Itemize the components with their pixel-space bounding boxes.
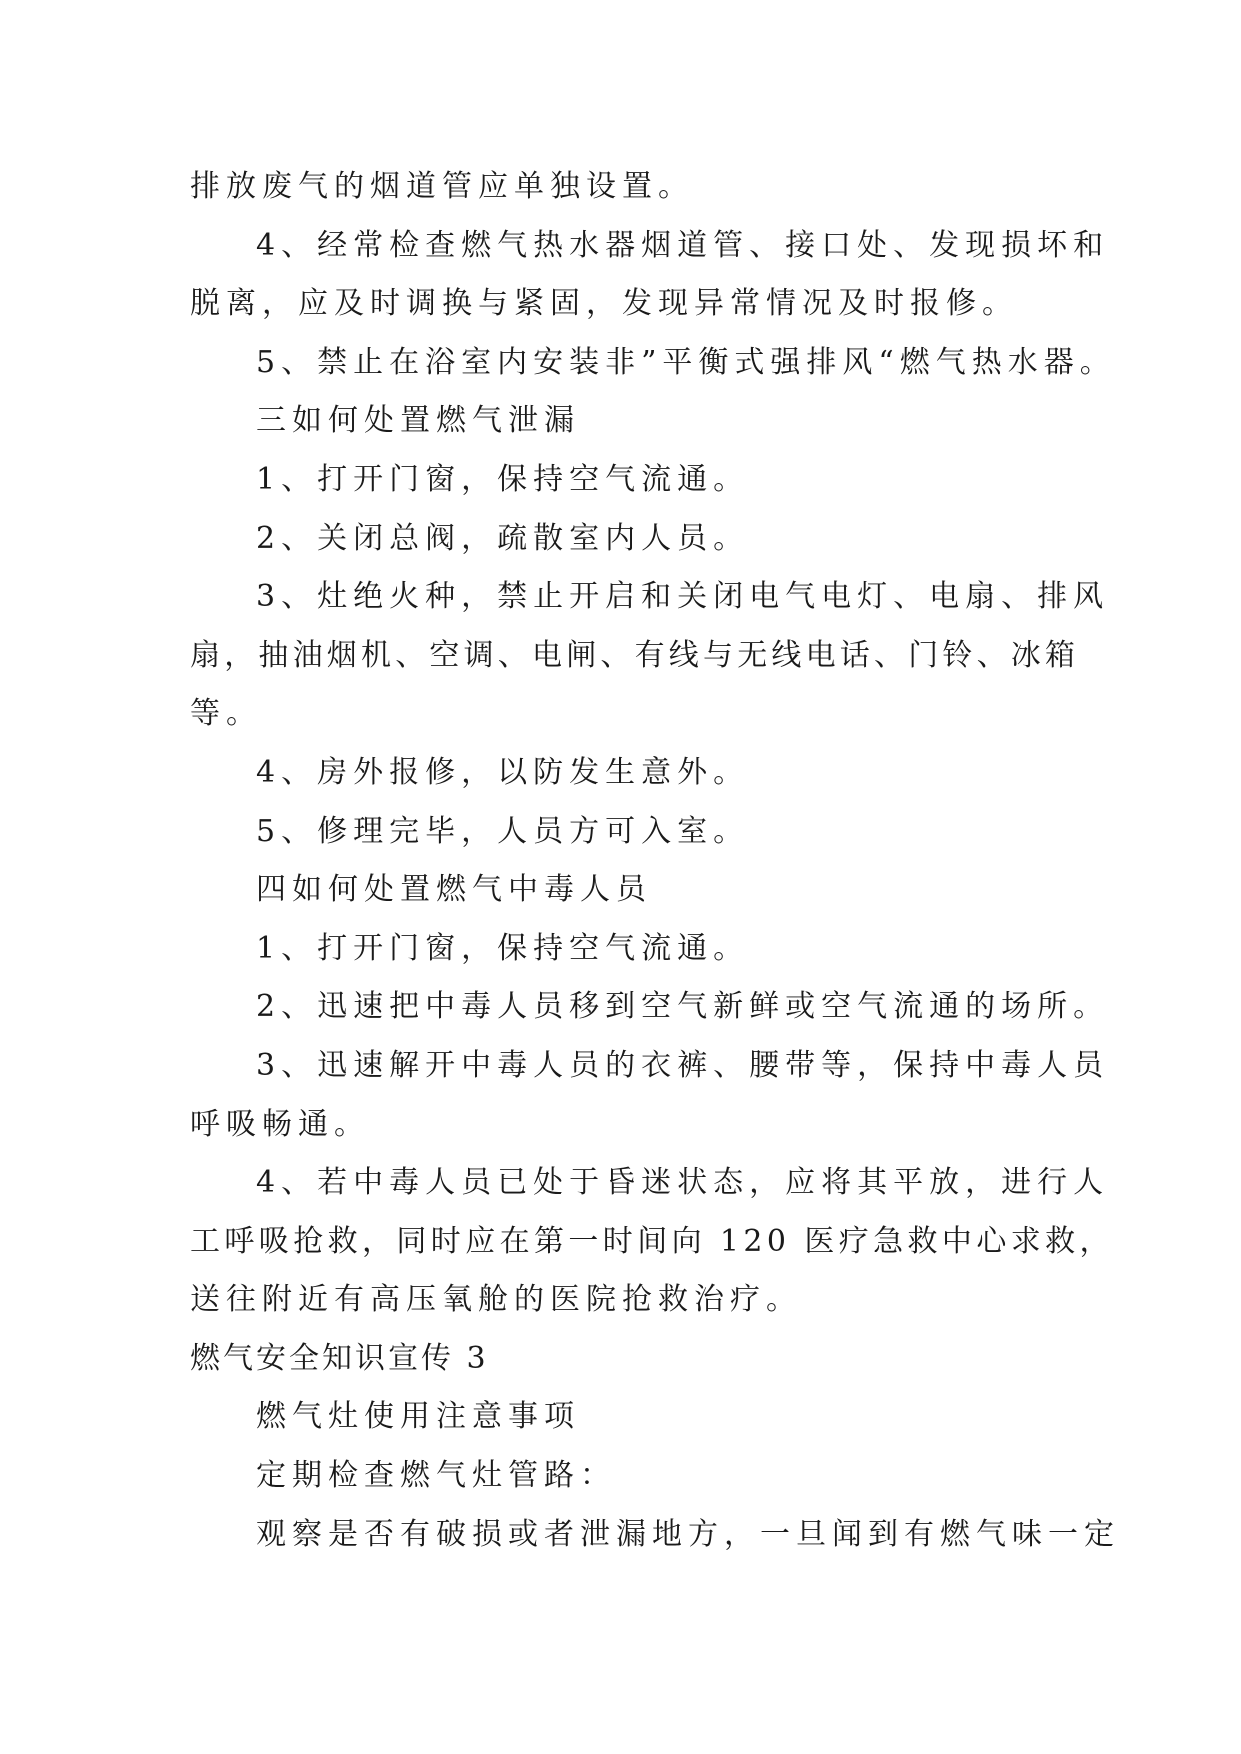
section-heading: 三如何处置燃气泄漏 bbox=[256, 403, 580, 439]
text-line: 5、修理完毕，人员方可入室。 bbox=[256, 813, 750, 849]
text-line: 观察是否有破损或者泄漏地方，一旦闻到有燃气味一定 bbox=[256, 1516, 1120, 1552]
text-line: 脱离，应及时调换与紧固，发现异常情况及时报修。 bbox=[190, 286, 1018, 322]
text-line: 定期检查燃气灶管路： bbox=[256, 1458, 616, 1494]
text-line: 3、灶绝火种，禁止开启和关闭电气电灯、电扇、排风 bbox=[256, 579, 1110, 615]
text-line: 送往附近有高压氧舱的医院抢救治疗。 bbox=[190, 1282, 802, 1318]
text-line: 1、打开门窗，保持空气流通。 bbox=[256, 461, 750, 497]
text-line: 4、房外报修，以防发生意外。 bbox=[256, 754, 750, 790]
section-heading: 四如何处置燃气中毒人员 bbox=[256, 872, 652, 908]
text-line: 排放废气的烟道管应单独设置。 bbox=[190, 169, 694, 204]
text-line: 4、若中毒人员已处于昏迷状态，应将其平放，进行人 bbox=[256, 1165, 1110, 1201]
text-line: 1、打开门窗，保持空气流通。 bbox=[256, 930, 750, 966]
text-line: 5、禁止在浴室内安装非”平衡式强排风“燃气热水器。 bbox=[256, 344, 1116, 380]
text-line: 扇，抽油烟机、空调、电闸、有线与无线电话、门铃、冰箱 bbox=[190, 637, 1080, 673]
document-body bbox=[190, 158, 1120, 1564]
text-line: 3、迅速解开中毒人员的衣裤、腰带等，保持中毒人员 bbox=[256, 1047, 1110, 1083]
text-line: 等。 bbox=[190, 696, 262, 732]
text-line: 2、迅速把中毒人员移到空气新鲜或空气流通的场所。 bbox=[256, 989, 1110, 1025]
text-line: 2、关闭总阀，疏散室内人员。 bbox=[256, 520, 750, 556]
article-title: 燃气安全知识宣传 3 bbox=[190, 1340, 489, 1376]
text-line: 工呼吸抢救，同时应在第一时间向 120 医疗急救中心求救， bbox=[190, 1223, 1114, 1259]
text-line: 呼吸畅通。 bbox=[190, 1106, 370, 1142]
text-line: 4、经常检查燃气热水器烟道管、接口处、发现损坏和 bbox=[256, 227, 1110, 263]
section-heading: 燃气灶使用注意事项 bbox=[256, 1399, 580, 1435]
